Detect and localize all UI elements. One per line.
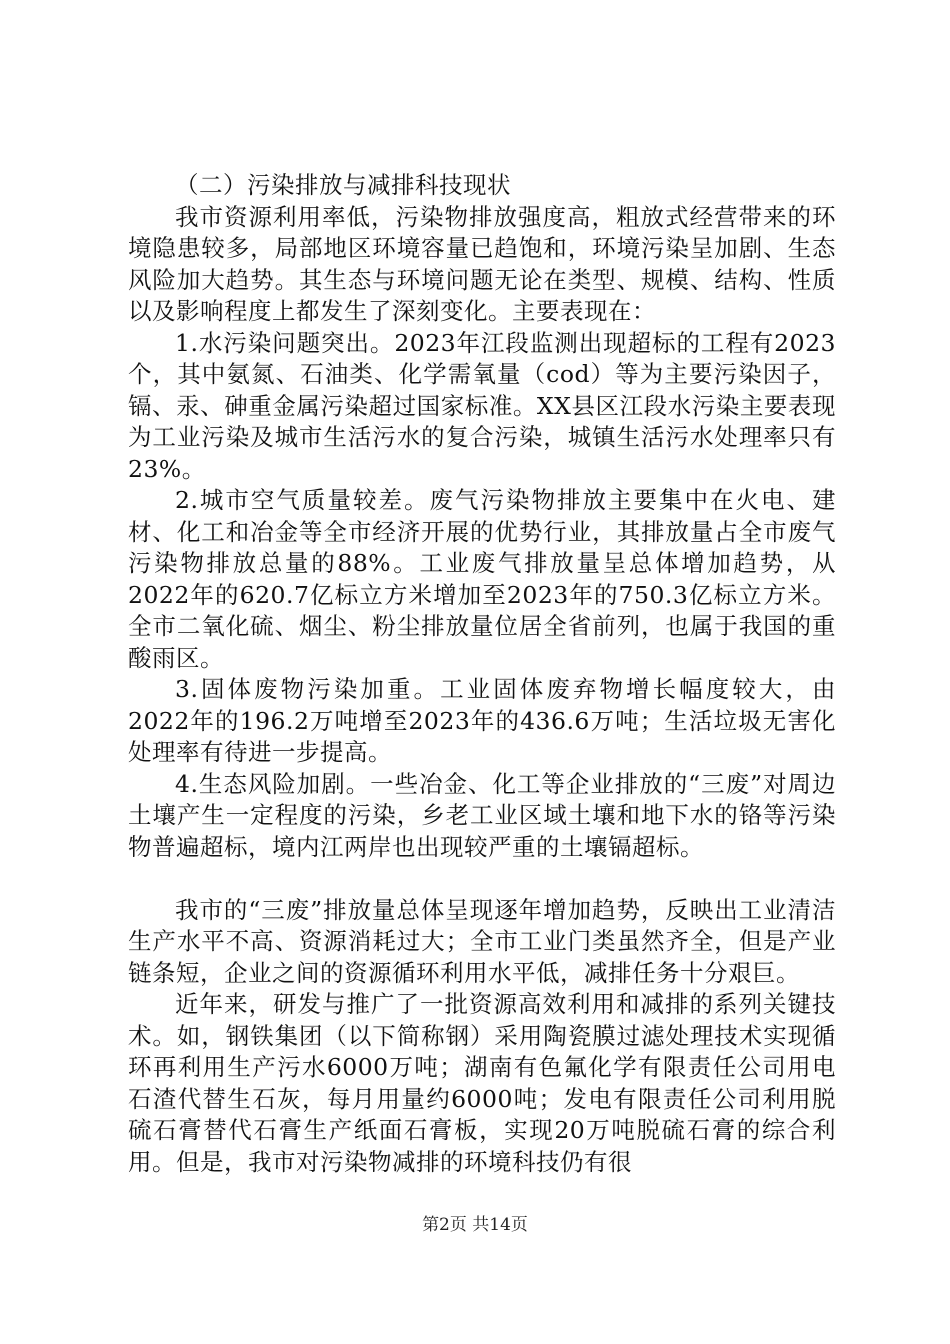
paragraph-air-quality: 2.城市空气质量较差。废气污染物排放主要集中在火电、建材、化工和冶金等全市经济开展的优势行业，其排放量占全市废气污染物排放总量的88%。工业废气排放量呈总体增加趋势，从2022年的620.7亿标立方米增加至2023年的750.3亿标立方米。全市二氧化硫、烟尘、粉尘排放量位居全省前列，也属于我国的重酸雨区。 (128, 486, 836, 672)
page-number-footer: 第2页 共14页 (422, 1215, 528, 1235)
document-body (128, 170, 836, 1178)
paragraph-intro: 我市资源利用率低，污染物排放强度高，粗放式经营带来的环境隐患较多，局部地区环境容量已趋饱和，环境污染呈加剧、生态风险加大趋势。其生态与环境问题无论在类型、规模、结构、性质以及影响程度上都发生了深刻变化。主要表现在： (128, 202, 836, 325)
paragraph-gap (128, 863, 836, 895)
section-heading: （二）污染排放与减排科技现状 (175, 171, 511, 199)
paragraph-solid-waste: 3.固体废物污染加重。工业固体废弃物增长幅度较大，由2022年的196.2万吨增至2023年的436.6万吨；生活垃圾无害化处理率有待进一步提高。 (128, 675, 836, 766)
paragraph-three-wastes: 我市的“三废”排放量总体呈现逐年增加趋势，反映出工业清洁生产水平不高、资源消耗过大；全市工业门类虽然齐全，但是产业链条短，企业之间的资源循环利用水平低，减排任务十分艰巨。 (128, 895, 836, 987)
paragraph-ecological-risk: 4.生态风险加剧。一些冶金、化工等企业排放的“三废”对周边土壤产生一定程度的污染，乡老工业区域土壤和地下水的铬等污染物普遍超标，境内江两岸也出现较严重的土壤镉超标。 (128, 769, 836, 861)
paragraph-water-pollution: 1.水污染问题突出。2023年江段监测出现超标的工程有2023个，其中氨氮、石油类、化学需氧量（cod）等为主要污染因子，镉、汞、砷重金属污染超过国家标准。XX县区江段水污染主要表现为工业污染及城市生活污水的复合污染，城镇生活污水处理率只有23%。 (128, 328, 836, 483)
paragraph-recent-technologies: 近年来，研发与推广了一批资源高效利用和减排的系列关键技术。如，钢铁集团（以下简称钢）采用陶瓷膜过滤处理技术实现循环再利用生产污水6000万吨；湖南有色氟化学有限责任公司用电石渣代替生石灰，每月用量约6000吨；发电有限责任公司利用脱硫石膏替代石膏生产纸面石膏板，实现20万吨脱硫石膏的综合利用。但是，我市对污染物减排的环境科技仍有很 (128, 990, 836, 1176)
